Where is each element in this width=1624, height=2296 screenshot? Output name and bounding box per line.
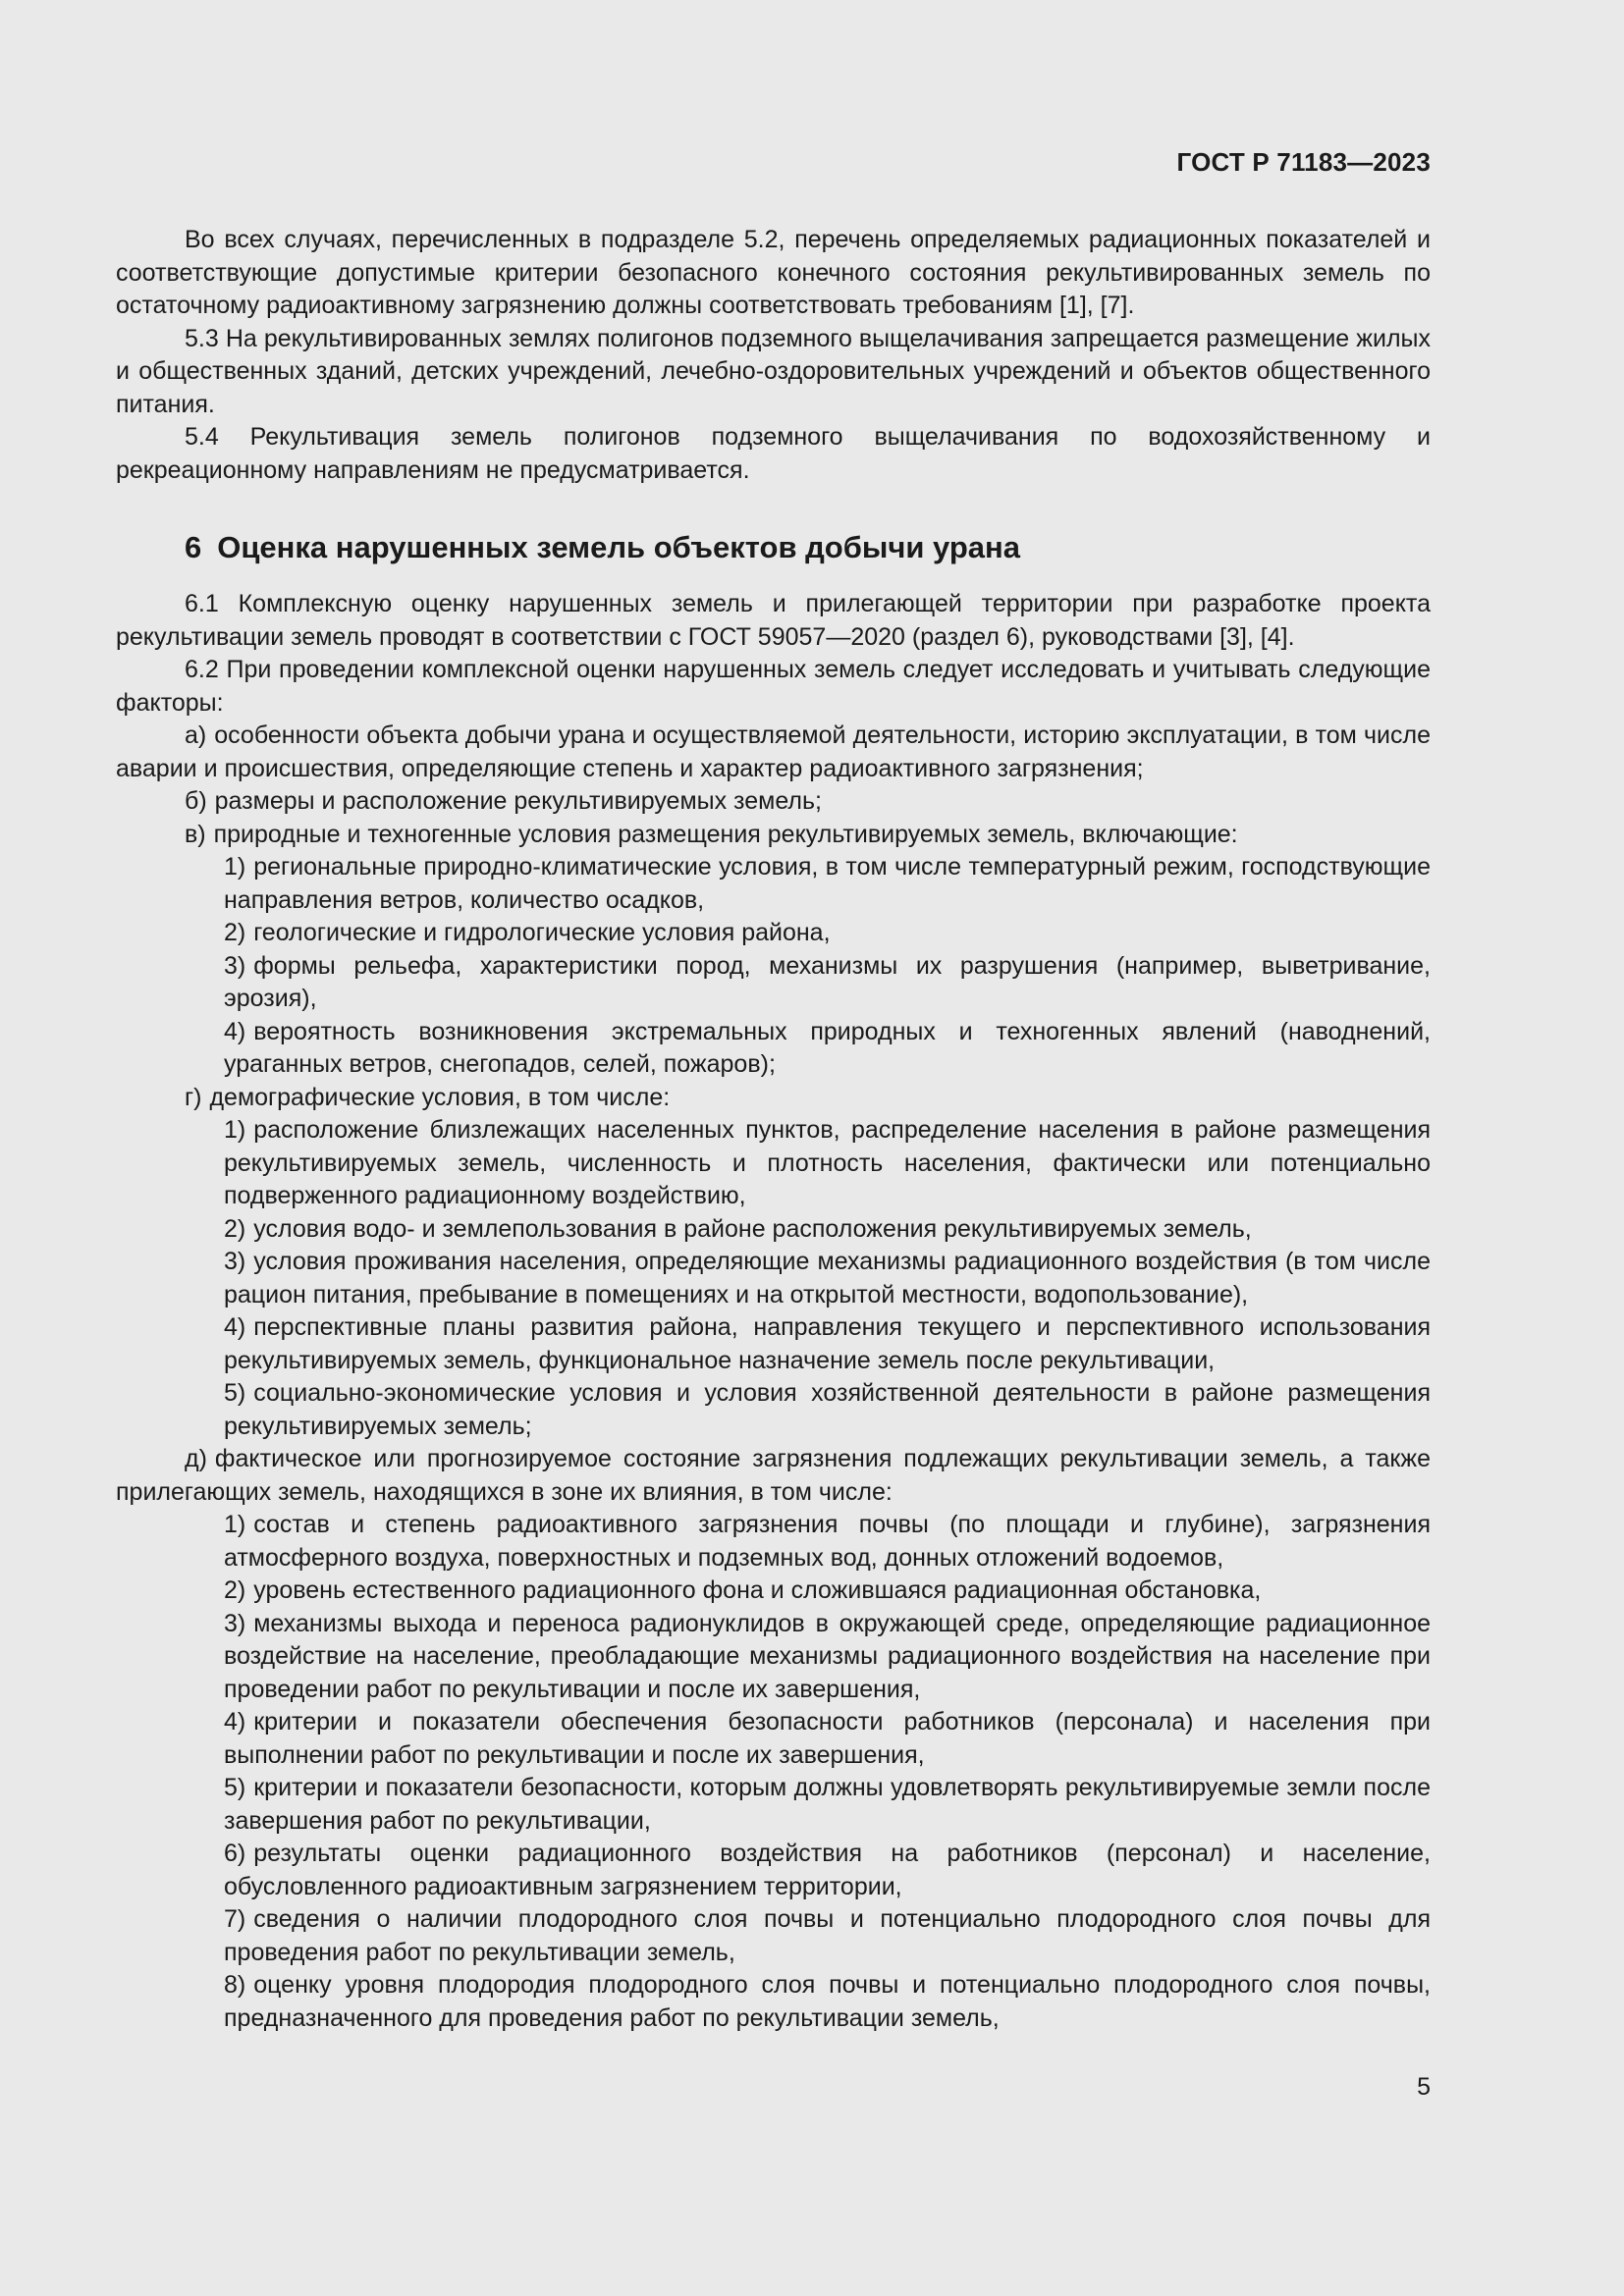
sub-item-text: механизмы выхода и переноса радионуклидов в окружающей среде, определяющие радиационное воздействие на население, преобладающие механизмы радиационного воздействия на население при проведении работ по рекультивации и после их завершения, bbox=[224, 1609, 1431, 1703]
section-heading bbox=[116, 528, 1431, 567]
sub-item-d-6 bbox=[116, 1838, 1431, 1903]
sub-item-v-2 bbox=[116, 917, 1431, 950]
sub-item-label: 3) bbox=[224, 1609, 246, 1637]
sub-item-v-1 bbox=[116, 851, 1431, 917]
sub-item-label: 2) bbox=[224, 1214, 246, 1243]
sub-item-label: 6) bbox=[224, 1840, 246, 1867]
sub-item-text: вероятность возникновения экстремальных природных и техногенных явлений (наводнений, ураганных ветров, снегопадов, селей, пожаров); bbox=[224, 1017, 1431, 1078]
sub-item-g-4 bbox=[116, 1311, 1431, 1377]
list-item-text: демографические условия, в том числе: bbox=[209, 1083, 671, 1111]
sub-item-d-3 bbox=[116, 1608, 1431, 1707]
sub-item-text: геологические и гидрологические условия района, bbox=[253, 919, 831, 946]
list-item-text: размеры и расположение рекультивируемых земель; bbox=[214, 787, 822, 815]
paragraph-5-2-continuation: Во всех случаях, перечисленных в подразделе 5.2, перечень определяемых радиационных показателей и соответствующие допустимые критерии безопасного конечного состояния рекультивированных земель по остаточному радиоактивному загрязнению должны соответствовать требованиям [1], [7]. bbox=[116, 226, 1431, 319]
sub-item-text: критерии и показатели обеспечения безопасности работников (персонала) и населения при выполнении работ по рекультивации и после их завершения, bbox=[224, 1708, 1431, 1769]
sub-item-text: социально-экономические условия и условия хозяйственной деятельности в районе размещения рекультивируемых земель; bbox=[224, 1379, 1431, 1440]
sub-item-label: 5) bbox=[224, 1379, 246, 1407]
section-number: 6 bbox=[185, 530, 202, 564]
list-item-text: фактическое или прогнозируемое состояние загрязнения подлежащих рекультивации земель, а также прилегающих земель, находящихся в зоне их влияния, в том числе: bbox=[116, 1445, 1431, 1506]
list-item-text: особенности объекта добычи урана и осуществляемой деятельности, историю эксплуатации, в том числе аварии и происшествия, определяющие степень и характер радиоактивного загрязнения; bbox=[116, 721, 1431, 782]
paragraph-6-2: 6.2 При проведении комплексной оценки нарушенных земель следует исследовать и учитывать следующие факторы: bbox=[116, 656, 1431, 717]
sub-item-text: оценку уровня плодородия плодородного слоя почвы и потенциально плодородного слоя почвы, предназначенного для проведения работ по рекультивации земель, bbox=[224, 1971, 1431, 2032]
sub-item-text: перспективные планы развития района, направления текущего и перспективного использования рекультивируемых земель, функциональное назначение земель после рекультивации, bbox=[224, 1313, 1431, 1374]
list-item-d bbox=[116, 1443, 1431, 1509]
list-item-g bbox=[116, 1082, 1431, 1115]
list-item-label: б) bbox=[185, 787, 207, 815]
sub-item-label: 7) bbox=[224, 1905, 246, 1933]
sub-item-text: условия водо- и землепользования в районе расположения рекультивируемых земель, bbox=[253, 1214, 1252, 1243]
list-item-b bbox=[116, 785, 1431, 819]
sub-item-label: 8) bbox=[224, 1971, 246, 1999]
sub-item-d-1 bbox=[116, 1509, 1431, 1575]
sub-item-text: расположение близлежащих населенных пунктов, распределение населения в районе размещения рекультивируемых земель, численность и плотность населения, фактически или потенциально подверженного радиационному воздействию, bbox=[224, 1116, 1431, 1209]
sub-item-label: 3) bbox=[224, 1248, 246, 1275]
paragraph-6-1: 6.1 Комплексную оценку нарушенных земель и прилегающей территории при разработке проекта рекультивации земель проводят в соответствии с ГОСТ 59057—2020 (раздел 6), руководствами [3], [4]. bbox=[116, 590, 1431, 651]
sub-item-g-1 bbox=[116, 1114, 1431, 1213]
sub-item-d-5 bbox=[116, 1772, 1431, 1838]
sub-item-v-4 bbox=[116, 1016, 1431, 1082]
sub-item-text: формы рельефа, характеристики пород, механизмы их разрушения (например, выветривание, эрозия), bbox=[224, 951, 1431, 1012]
sub-item-d-7 bbox=[116, 1903, 1431, 1969]
list-item-label: а) bbox=[185, 721, 207, 749]
sub-item-text: условия проживания населения, определяющие механизмы радиационного воздействия (в том числе рацион питания, пребывание в помещениях и на открытой местности, водопользование), bbox=[224, 1248, 1431, 1308]
sub-item-g-5 bbox=[116, 1377, 1431, 1443]
page-number: 5 bbox=[1417, 2073, 1431, 2101]
list-item-v bbox=[116, 819, 1431, 852]
sub-item-text: состав и степень радиоактивного загрязнения почвы (по площади и глубине), загрязнения атмосферного воздуха, поверхностных и подземных вод, донных отложений водоемов, bbox=[224, 1511, 1431, 1572]
document-page bbox=[116, 0, 1431, 2296]
sub-item-text: уровень естественного радиационного фона и сложившаяся радиационная обстановка, bbox=[253, 1576, 1262, 1604]
sub-item-text: региональные природно-климатические условия, в том числе температурный режим, господствующие направления ветров, количество осадков, bbox=[224, 853, 1431, 914]
list-item-label: в) bbox=[185, 820, 206, 848]
list-item-text: природные и техногенные условия размещения рекультивируемых земель, включающие: bbox=[213, 820, 1238, 848]
sub-item-d-2 bbox=[116, 1575, 1431, 1608]
sub-item-label: 2) bbox=[224, 919, 246, 946]
paragraph-5-3: 5.3 На рекультивированных землях полигонов подземного выщелачивания запрещается размещение жилых и общественных зданий, детских учреждений, лечебно-оздоровительных учреждений и объектов общественного питания. bbox=[116, 324, 1431, 418]
sub-item-label: 4) bbox=[224, 1313, 246, 1341]
sub-item-label: 5) bbox=[224, 1774, 246, 1801]
document-code-header: ГОСТ Р 71183—2023 bbox=[1176, 147, 1431, 177]
list-item-label: д) bbox=[185, 1445, 207, 1472]
sub-item-label: 4) bbox=[224, 1017, 246, 1045]
sub-item-g-3 bbox=[116, 1246, 1431, 1311]
sub-item-g-2 bbox=[116, 1213, 1431, 1247]
list-item-a bbox=[116, 720, 1431, 785]
section-title: Оценка нарушенных земель объектов добычи урана bbox=[217, 530, 1020, 564]
sub-item-label: 1) bbox=[224, 1116, 246, 1144]
sub-item-text: результаты оценки радиационного воздействия на работников (персонал) и население, обусловленного радиоактивным загрязнением территории, bbox=[224, 1840, 1431, 1900]
paragraph-5-4: 5.4 Рекультивация земель полигонов подземного выщелачивания по водохозяйственному и рекреационному направлениям не предусматривается. bbox=[116, 423, 1431, 484]
document-body bbox=[116, 224, 1431, 2035]
sub-item-label: 4) bbox=[224, 1708, 246, 1735]
sub-item-label: 1) bbox=[224, 853, 246, 881]
sub-item-d-8 bbox=[116, 1969, 1431, 2035]
sub-item-label: 3) bbox=[224, 951, 246, 980]
sub-item-text: критерии и показатели безопасности, которым должны удовлетворять рекультивируемые земли после завершения работ по рекультивации, bbox=[224, 1774, 1431, 1835]
sub-item-label: 2) bbox=[224, 1576, 246, 1604]
sub-item-d-4 bbox=[116, 1706, 1431, 1772]
sub-item-label: 1) bbox=[224, 1511, 246, 1538]
sub-item-text: сведения о наличии плодородного слоя почвы и потенциально плодородного слоя почвы для проведения работ по рекультивации земель, bbox=[224, 1905, 1431, 1966]
sub-item-v-3 bbox=[116, 950, 1431, 1016]
list-item-label: г) bbox=[185, 1083, 202, 1111]
